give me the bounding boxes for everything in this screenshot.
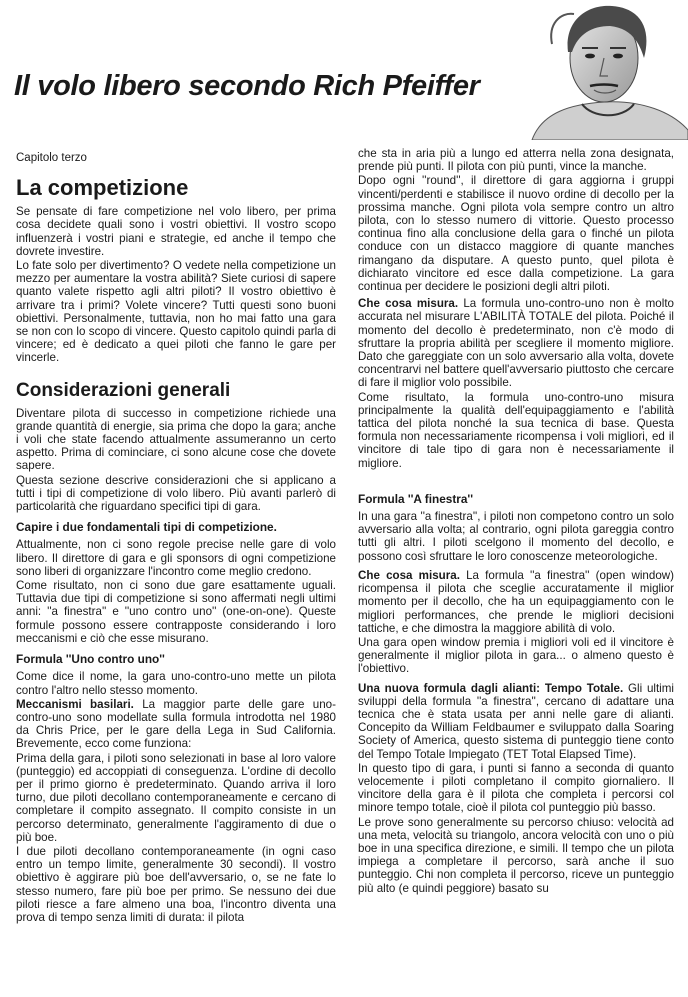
paragraph [358, 569, 674, 635]
right-column [358, 147, 674, 896]
paragraph: Dopo ogni ''round'', il direttore di gara aggiorna i gruppi vincenti/perdenti e stabilisce il nuovo ordine di decollo per la prossima manche. Ogni pilota vola sempre contro un altro pilota, con lo stesso numero di vittorie. Questo processo continua fino alla conclusione della gara o finché un pilota conduce con un distacco maggiore di quante manches rimangano da disputare. A questo punto, quel pilota è dichiarato vincitore ed esce dalla competizione. La gara continua per decidere le posizioni degli altri piloti. [358, 174, 674, 294]
paragraph-lead: Che cosa misura. [358, 297, 459, 311]
paragraph: Come risultato, non ci sono due gare esattamente uguali. Tuttavia due tipi di competizione si sono affermati negli ultimi anni: ''a finestra'' e ''uno contro uno'' (one-on-one). Queste formule possono essere contrapposte considerando i loro meccanismi e ciò che esse misurano. [16, 579, 336, 645]
subsection-heading: Formula ''Uno contro uno'' [16, 652, 165, 667]
paragraph: Se pensate di fare competizione nel volo libero, per prima cosa decidete quali sono i vostri obiettivi. Il vostro scopo influenzerà i vostri piani e strategie, ed anche il tempo che dovrete investire. [16, 205, 336, 258]
subsection-heading: Capire i due fondamentali tipi di competizione. [16, 520, 277, 535]
paragraph: In questo tipo di gara, i punti si fanno a seconda di quanto velocemente i piloti completano il compito giornaliero. Il vincitore della gara è il pilota che completa i percorsi col minore tempo totale, cioè il pilota col punteggio più basso. [358, 761, 674, 815]
paragraph-lead: Una nuova formula dagli alianti: Tempo Totale. [358, 681, 624, 695]
paragraph: Attualmente, non ci sono regole precise nelle gare di volo libero. Il direttore di gara e gli sponsors di ogni competizione sono liberi di organizzare l'incontro come meglio credono. [16, 538, 336, 578]
paragraph: In una gara ''a finestra'', i piloti non competono contro un solo avversario alla volta; al contrario, ogni pilota gareggia contro tutti gli altri. I piloti scelgono il momento del decollo, e possono così sfruttare le loro conoscenze meteorologiche. [358, 510, 674, 563]
chapter-label: Capitolo terzo [16, 152, 87, 164]
paragraph: che sta in aria più a lungo ed atterra nella zona designata, prende più punti. Il pilota con più punti, vince la manche. [358, 147, 674, 174]
paragraph: Lo fate solo per divertimento? O vedete nella competizione un mezzo per aumentare la vostra abilità? Siete curiosi di sapere quanto valete rispetto agli altri piloti? Il vostro obiettivo è arrivare tra i primi? Volete vincere? Tutti questi sono buoni obiettivi. Personalmente, tuttavia, non ho mai fatto una gara se non con lo scopo di vincere. Questo capitolo quindi parla di vincere; ed è dedicato a quei piloti che fanno le gare per vincerle. [16, 259, 336, 365]
section-heading: Considerazioni generali [16, 379, 231, 401]
chapter-heading: La competizione [16, 175, 189, 201]
paragraph: Questa sezione descrive considerazioni che si applicano a tutti i tipi di competizione di volo libero. Più avanti parlerò di particolarità che riguardano specifici tipi di gara. [16, 473, 336, 514]
paragraph: Diventare pilota di successo in competizione richiede una grande quantità di energie, sia prima che dopo la gara; anche i voli che state facendo attualmente assumeranno un certo aspetto. Prima di cominciare, ci sono alcune cose che dovete sapere. [16, 406, 336, 473]
paragraph [358, 297, 674, 389]
paragraph [16, 698, 336, 751]
paragraph: Le prove sono generalmente su percorso chiuso: velocità ad una meta, velocità su triangolo, ancora velocità con uno o più boe in una specifica direzione, e simili. Il tempo che un pilota impiega a completare il percorso, sarà anche il suo punteggio. Chi non completa il percorso, riceve un punteggio più alto (e quindi peggiore) basato su [358, 815, 674, 895]
paragraph: I due piloti decollano contemporaneamente (in ogni caso entro un tempo limite, generalmente 30 secondi). Il vostro obiettivo è aggirare più boe dell'avversario, o, se ne fate lo stesso numero, fare più boe per primo. Se nessuno dei due piloti riesce a fare almeno una boa, l'incontro diventa una prova di tempo senza limiti di durata: il pilota [16, 844, 336, 924]
subsection-heading: Formula ''A finestra'' [358, 491, 474, 506]
left-column [16, 148, 336, 925]
paragraph-text: La maggior parte delle gare uno-contro-uno sono modellate sulla formula introdotta nel 1980 da Chris Price, per le gare della Lega in Sud California. Brevemente, ecco come funziona: [16, 697, 336, 751]
paragraph-text: La formula uno-contro-uno non è molto accurata nel misurare L'ABILITÀ TOTALE del pilota. Poiché il momento del decollo è predeterminato, non c'è modo di sfruttare la propria abilità per scegliere il momento migliore. Dato che gareggiate con un solo avversario alla volta, dovete concentrarvi nel battere quell'avversario piuttosto che cercare di fare il miglior volo possibile. [358, 297, 674, 390]
paragraph: Come dice il nome, la gara uno-contro-uno mette un pilota contro l'altro nello stesso momento. [16, 670, 336, 697]
article-title: Il volo libero secondo Rich Pfeiffer [14, 70, 480, 102]
paragraph [358, 682, 674, 761]
paragraph: Prima della gara, i piloti sono selezionati in base al loro valore (punteggio) ed accoppiati di conseguenza. L'ordine di decollo per il primo giorno è predeterminato. Quando arriva il loro turno, due piloti decollano contemporaneamente e cercano di completare il compito assegnato. Il compito consiste in un percorso determinato, generalmente l'aggiramento di due o più boe. [16, 751, 336, 844]
paragraph-lead: Meccanismi basilari. [16, 697, 134, 711]
paragraph: Una gara open window premia i migliori voli ed il vincitore è generalmente il miglior pilota in gara... o almeno questo è l'obiettivo. [358, 635, 674, 676]
paragraph-lead: Che cosa misura. [358, 568, 460, 582]
paragraph-text: Gli ultimi sviluppi della formula ''a finestra'', cercano di adattare una tecnica che è stata usata per anni nelle gare di alianti. Concepito da William Feldbaumer e sviluppato dalla Soaring Society of America, questo sistema di punteggio tiene conto del Tempo Totale Impiegato (TET Total Elapsed Time). [358, 681, 674, 761]
author-portrait [512, 0, 688, 140]
paragraph-text: La formula ''a finestra'' (open window) ricompensa il pilota che sceglie accuratamente il miglior momento per il decollo, che ha un equipaggiamento con le migliori performances, che prende le migliori decisioni tattiche, e che dimostra la maggiore abilità di volo. [358, 568, 674, 635]
paragraph: Come risultato, la formula uno-contro-uno misura principalmente la qualità dell'equipaggiamento e l'abilità tattica del pilota nonché la sua tecnica di base. Questa formula non necessariamente ricompensa i voli migliori, ed il vincitore di tale tipo di gara non è necessariamente il migliore. [358, 390, 674, 470]
